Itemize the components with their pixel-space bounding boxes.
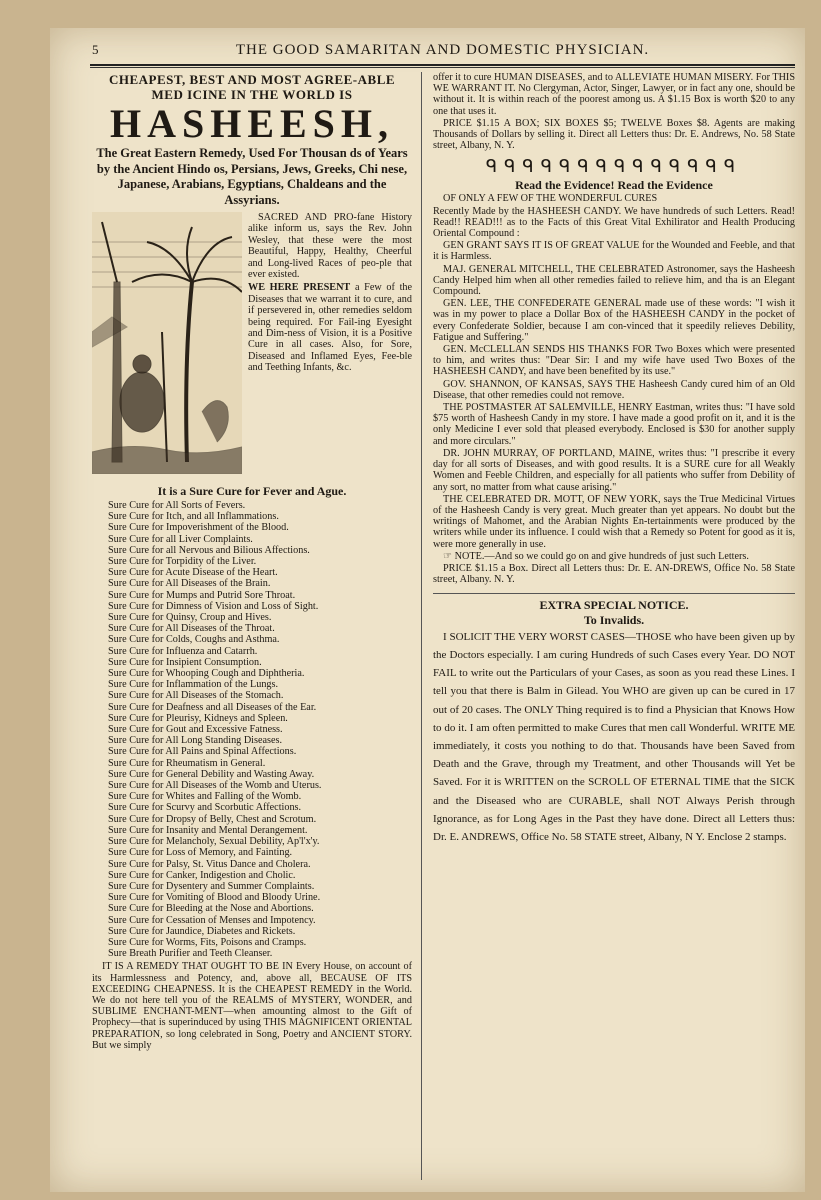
list-item: Sure Cure for Canker, Indigestion and Cholic. bbox=[108, 869, 296, 881]
present-text: a Few of the Diseases that we warrant it to cure, and if persevered in, other remedies seldom being required. For Fail-ing Eyesight and Dim-ness of Vision, it is a Positive Cure in all cases. Also, for Sore, Diseased and Inflamed Eyes, Fee-ble and Teething Infants, &c. bbox=[248, 282, 413, 374]
sacred-paragraph: SACRED AND PRO-fane History alike inform us, says the Rev. John Wesley, that these were the most Beautiful, Happy, Healthy, Cheerful and Long-lived Races of peo-ple that ever existed. bbox=[248, 212, 412, 281]
list-item: Sure Cure for Whooping Cough and Diphtheria. bbox=[108, 668, 305, 680]
list-item: Sure Cure for Insipient Consumption. bbox=[108, 656, 262, 668]
page-number: 5 bbox=[92, 42, 100, 57]
list-item: Sure Cure for Acute Disease of the Heart. bbox=[108, 567, 278, 579]
list-item: Sure Cure for Jaundice, Diabetes and Rickets. bbox=[108, 925, 296, 937]
list-item: Sure Cure for All Long Standing Diseases. bbox=[108, 735, 283, 747]
illustration-block bbox=[92, 212, 412, 480]
list-item: Sure Cure for Gout and Excessive Fatness. bbox=[108, 724, 283, 736]
testimonial: GOV. SHANNON, OF KANSAS, SAYS THE Hasheesh Candy cured him of an Old Disease, that other remedies could not remove. bbox=[433, 378, 795, 401]
list-item: Sure Cure for Inflammation of the Lungs. bbox=[108, 679, 279, 691]
testimonial: DR. JOHN MURRAY, OF PORTLAND, MAINE, writes thus: "I prescribe it every day for all sorts of Diseases, and with good results. It is a SURE cure for all Weakly Women and Feeble Children, and especially for all patients who suffer from Debility of any sort, no matter from what cause arising." bbox=[433, 447, 795, 493]
list-item: Sure Cure for Rheumatism in General. bbox=[108, 757, 266, 769]
extra-notice-heading: EXTRA SPECIAL NOTICE. bbox=[433, 593, 795, 611]
list-item: Sure Cure for Scurvy and Scorbutic Affections. bbox=[108, 802, 302, 814]
list-item: Sure Cure for Dimness of Vision and Loss of Sight. bbox=[108, 600, 319, 612]
invalids-paragraph: I SOLICIT THE VERY WORST CASES—THOSE who have been given up by the Doctors especially. I am curing Hundreds of such Cases every Year. DO NOT FAIL to write out the Particulars of your Cases, as soon as you read these Lines. I tell you that there is Balm in Gilead. You WHO are given up can be cured in 17 out of 20 cases. The ONLY Thing required is to find a Physician that Knows How to do it. I am often permitted to make Cures that men call Wonderful. WRITE ME immediately, it costs you nothing to do that. Thousands have been Saved from Death and the Grave, through my Treatment, and other Thousands will Yet be Saved. For it is WRITTEN on the SCROLL OF ETERNAL TIME that the SICK and the Diseased who are CURABLE, shall NOT Always Perish through Ignorance, as for Long Ages in the Past they have done. Direct all Letters thus: Dr. E. ANDREWS, Office No. 58 STATE street, Albany, N Y. Enclose 2 stamps. bbox=[433, 630, 795, 843]
evidence-heading: Read the Evidence! Read the Evidence bbox=[515, 178, 713, 193]
list-item: Sure Cure for Worms, Fits, Poisons and Cramps. bbox=[108, 936, 307, 948]
right-column bbox=[433, 72, 795, 846]
list-item: Sure Cure for Vomiting of Blood and Bloody Urine. bbox=[108, 892, 321, 904]
cure-heading: It is a Sure Cure for Fever and Ague. bbox=[157, 484, 347, 498]
list-item: Sure Cure for All Sorts of Fevers. bbox=[108, 500, 246, 511]
illustration-side-text bbox=[248, 212, 412, 376]
list-item: Sure Cure for Dropsy of Belly, Chest and Scrotum. bbox=[108, 813, 317, 825]
list-item: Sure Cure for Quinsy, Croup and Hives. bbox=[108, 612, 272, 624]
list-item: Sure Cure for All Diseases of the Womb and Uterus. bbox=[108, 780, 322, 792]
testimonial: GEN GRANT SAYS IT IS OF GREAT VALUE for the Wounded and Feeble, and that it is Harmless. bbox=[433, 240, 795, 263]
list-item: Sure Cure for Whites and Falling of the Womb. bbox=[108, 791, 302, 803]
list-item: Sure Cure for Mumps and Putrid Sore Throat. bbox=[108, 589, 296, 601]
ad-headline: CHEAPEST, BEST AND MOST AGREE-ABLE MED ICINE IN THE WORLD IS bbox=[108, 72, 396, 102]
evidence-subheading: OF ONLY A FEW OF THE WONDERFUL CURES bbox=[443, 193, 658, 205]
list-item: Sure Cure for all Liver Complaints. bbox=[108, 533, 253, 545]
woodcut-illustration bbox=[92, 212, 242, 474]
list-item: Sure Cure for Bleeding at the Nose and Abortions. bbox=[108, 903, 314, 915]
present-caption: WE HERE PRESENT bbox=[248, 282, 351, 294]
closing-paragraph: IT IS A REMEDY THAT OUGHT TO BE IN Every House, on account of its Harmlessness and Potency, and, above all, BECAUSE OF ITS EXCEEDING CHEAPNESS. It is the CHEAPEST REMEDY in the World. We do not here tell you of the REALMS of MYSTERY, WONDER, and SUBLIME ENCHANT-MENT—when amounting almost to the Gift of Prophecy—that is superinduced by using THIS MAGNIFICENT ORIENTAL PREPARATION, so long celebrated in Song, Poetry and ANCIENT STORY. But we simply bbox=[92, 961, 412, 1051]
list-item: Sure Cure for Torpidity of the Liver. bbox=[108, 556, 257, 568]
list-item: Sure Cure for Itch, and all Inflammations. bbox=[108, 511, 279, 523]
list-item: Sure Cure for Palsy, St. Vitus Dance and Cholera. bbox=[108, 858, 311, 870]
testimonial: THE POSTMASTER AT SALEMVILLE, HENRY Eastman, writes thus: "I have sold $75 worth of Hasheesh Candy in my store. I have made a good profit on it, and it is the only Medicine I ever sold that pleased everybody. Enclosed is $30 for another supply and more circulars." bbox=[433, 402, 795, 447]
list-item: Sure Cure for All Pains and Spinal Affections. bbox=[108, 746, 297, 758]
testimonial: THE CELEBRATED DR. MOTT, OF NEW YORK, says the True Medicinal Virtues of the Hasheesh Candy is very great. Much greater than yet appears. No doubt but the writings of Mahomet, and the Arabian Nights En-tertainments were produced by the writers while under its influence. I could wish that a Remedy so Potent for good as it is, were more generally in use. bbox=[433, 493, 795, 550]
pointing-hand-icon-row: ᑫᑫᑫᑫᑫᑫᑫᑫᑫᑫᑫᑫᑫᑫ bbox=[485, 156, 743, 177]
list-item: Sure Cure for Melancholy, Sexual Debility, Ap'l'x'y. bbox=[108, 836, 320, 848]
column-divider bbox=[421, 72, 422, 1180]
list-item: Sure Cure for Cessation of Menses and Impotency. bbox=[108, 914, 316, 926]
price-notice: PRICE $1.15 a Box. Direct all Letters thus: Dr. E. AN-DREWS, Office No. 58 State street, Albany. N. Y. bbox=[433, 562, 795, 586]
price-paragraph: PRICE $1.15 A BOX; SIX BOXES $5; TWELVE Boxes $8. Agents are making Thousands of Dollars by selling it. Direct all Letters thus: Dr. E. Andrews, No. 58 State street, Albany, N. Y. bbox=[433, 117, 795, 152]
testimonial: MAJ. GENERAL MITCHELL, THE CELEBRATED Astronomer, says the Hasheesh Candy Helped him when all other remedies failed to relieve him, and tha is an Elegant Compound. bbox=[433, 263, 795, 298]
testimonial: GEN. LEE, THE CONFEDERATE GENERAL made use of these words: "I wish it was in my power to place a Dollar Box of the HASHEESH CANDY in the pocket of every Confederate Soldier, because I am con-vinced that it speedily relieves Debility, Fatigue and Suffering." bbox=[433, 298, 795, 343]
testimonial: GEN. McCLELLAN SENDS HIS THANKS FOR Two Boxes which were presented to him, and writes thus: "Dear Sir: I and my wife have used Two Boxes of the HASHEESH CANDY, and have been benefited by its use." bbox=[433, 344, 795, 378]
list-item: Sure Cure for Loss of Memory, and Fainting. bbox=[108, 847, 293, 859]
list-item: Sure Cure for Deafness and all Diseases of the Ear. bbox=[108, 701, 317, 713]
list-item: Sure Cure for Pleurisy, Kidneys and Spleen. bbox=[108, 712, 288, 724]
list-item: Sure Cure for all Nervous and Bilious Affections. bbox=[108, 544, 310, 556]
note-paragraph: ☞ NOTE.—And so we could go on and give hundreds of just such Letters. bbox=[443, 550, 749, 562]
ad-subhead: The Great Eastern Remedy, Used For Thousan ds of Years by the Ancient Hindo os, Persians, Jews, Greeks, Chi nese, Japanese, Arabians, Egyptians, Chaldeans and the Assyrians. bbox=[96, 146, 408, 207]
intro-paragraph: offer it to cure HUMAN DISEASES, and to ALLEVIATE HUMAN MISERY. For THIS WE WARRANT IT. No Clergyman, Actor, Singer, Lawyer, or in fact any one, should be without it. It is within reach of the poorest among us. A $1.15 Box is worth $20 to any one that uses it. bbox=[433, 72, 795, 117]
list-item: Sure Cure for Influenza and Catarrh. bbox=[108, 645, 258, 657]
list-item: Sure Cure for Dysentery and Summer Complaints. bbox=[108, 880, 315, 892]
list-item: Sure Cure for Insanity and Mental Derangement. bbox=[108, 824, 308, 836]
cure-list bbox=[92, 500, 412, 959]
page-header bbox=[90, 38, 795, 66]
list-item: Sure Cure for All Diseases of the Throat. bbox=[108, 623, 275, 635]
product-name: HASHEESH, bbox=[109, 101, 395, 146]
evidence-intro: Recently Made by the HASHEESH CANDY. We have hundreds of such Letters. Read! Read!! READ!!! as to the Facts of this Great Vital Exhilirator and Health Producing Oriental Compound : bbox=[433, 205, 795, 240]
header-rule bbox=[90, 67, 795, 68]
list-item: Sure Breath Purifier and Teeth Cleanser. bbox=[108, 948, 273, 960]
list-item: Sure Cure for General Debility and Wasting Away. bbox=[108, 768, 315, 780]
list-item: Sure Cure for Impoverishment of the Blood. bbox=[108, 522, 289, 534]
left-column bbox=[92, 72, 412, 1051]
newspaper-page bbox=[50, 28, 805, 1192]
publication-title: THE GOOD SAMARITAN AND DOMESTIC PHYSICIAN. bbox=[235, 42, 650, 58]
invalids-heading: To Invalids. bbox=[583, 612, 645, 627]
present-paragraph bbox=[248, 282, 412, 373]
list-item: Sure Cure for Colds, Coughs and Asthma. bbox=[108, 634, 280, 646]
list-item: Sure Cure for All Diseases of the Stomach. bbox=[108, 690, 284, 702]
list-item: Sure Cure for All Diseases of the Brain. bbox=[108, 578, 271, 590]
